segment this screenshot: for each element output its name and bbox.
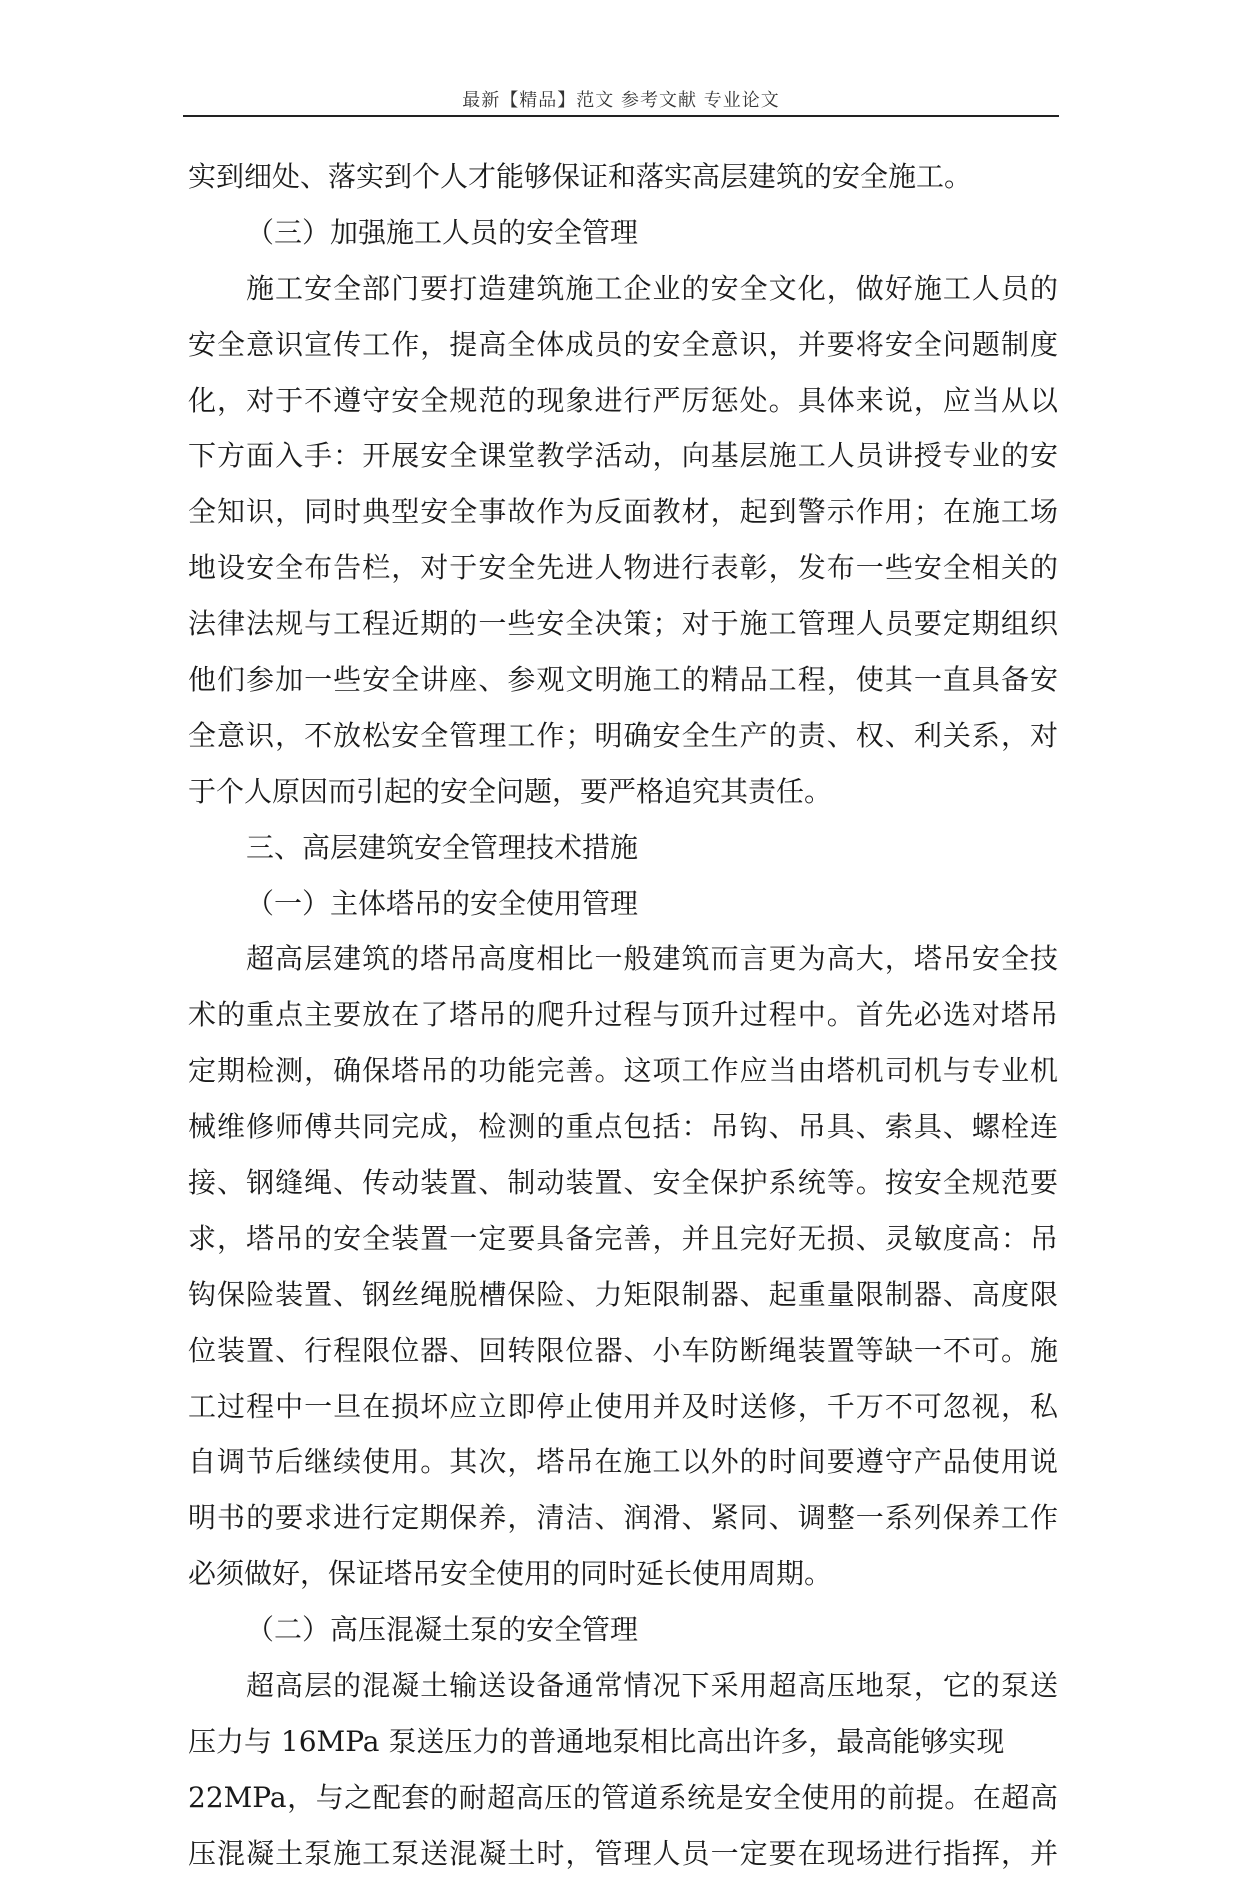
text-line: 术的重点主要放在了塔吊的爬升过程与顶升过程中。首先必选对塔吊 — [188, 998, 1058, 1032]
text-line: 化，对于不遵守安全规范的现象进行严厉惩处。具体来说，应当从以 — [188, 383, 1058, 417]
header-divider — [183, 115, 1059, 117]
text-line: 位装置、行程限位器、回转限位器、小车防断绳装置等缺一不可。施 — [188, 1333, 1058, 1367]
section-heading: 三、高层建筑安全管理技术措施 — [246, 830, 639, 864]
text-line: 超高层的混凝土输送设备通常情况下采用超高压地泵，它的泵送 — [246, 1669, 1058, 1703]
page-header: 最新【精品】范文 参考文献 专业论文 — [462, 90, 780, 111]
text-line: 工过程中一旦在损坏应立即停止使用并及时送修，千万不可忽视，私 — [188, 1389, 1058, 1423]
text-line: 22MPa，与之配套的耐超高压的管道系统是安全使用的前提。在超高 — [188, 1780, 1058, 1814]
text-line: 压力与 16MPa 泵送压力的普通地泵相比高出许多，最高能够实现 — [188, 1724, 1005, 1758]
text-line: 下方面入手：开展安全课堂教学活动，向基层施工人员讲授专业的安 — [188, 439, 1058, 473]
section-heading: （三）加强施工人员的安全管理 — [246, 215, 639, 249]
text-line: 超高层建筑的塔吊高度相比一般建筑而言更为高大，塔吊安全技 — [246, 942, 1058, 976]
text-line: 必须做好，保证塔吊安全使用的同时延长使用周期。 — [188, 1557, 833, 1591]
text-line: 安全意识宣传工作，提高全体成员的安全意识，并要将安全问题制度 — [188, 327, 1058, 361]
text-line: 接、钢缝绳、传动装置、制动装置、安全保护系统等。按安全规范要 — [188, 1166, 1058, 1200]
document-body — [188, 149, 1058, 1882]
text-line: 械维修师傅共同完成，检测的重点包括：吊钩、吊具、索具、螺栓连 — [188, 1110, 1058, 1144]
text-line: 钩保险装置、钢丝绳脱槽保险、力矩限制器、起重量限制器、高度限 — [188, 1277, 1058, 1311]
section-heading: （一）主体塔吊的安全使用管理 — [246, 886, 639, 920]
text-line: 法律法规与工程近期的一些安全决策；对于施工管理人员要定期组织 — [188, 607, 1058, 641]
text-line: 实到细处、落实到个人才能够保证和落实高层建筑的安全施工。 — [188, 160, 973, 193]
text-line: 自调节后继续使用。其次，塔吊在施工以外的时间要遵守产品使用说 — [188, 1445, 1058, 1479]
text-line: 地设安全布告栏，对于安全先进人物进行表彰，发布一些安全相关的 — [188, 551, 1058, 585]
text-line: 压混凝土泵施工泵送混凝土时，管理人员一定要在现场进行指挥，并 — [188, 1836, 1058, 1870]
text-line: 明书的要求进行定期保养，清洁、润滑、紧同、调整一系列保养工作 — [188, 1501, 1058, 1535]
text-line: 施工安全部门要打造建筑施工企业的安全文化，做好施工人员的 — [246, 271, 1058, 305]
text-line: 求，塔吊的安全装置一定要具备完善，并且完好无损、灵敏度高：吊 — [188, 1221, 1058, 1255]
text-line: 全意识，不放松安全管理工作；明确安全生产的责、权、利关系，对 — [188, 718, 1058, 752]
text-line: 于个人原因而引起的安全问题，要严格追究其责任。 — [188, 774, 833, 808]
section-heading: （二）高压混凝土泵的安全管理 — [246, 1613, 639, 1647]
text-line: 全知识，同时典型安全事故作为反面教材，起到警示作用；在施工场 — [188, 495, 1058, 529]
text-line: 定期检测，确保塔吊的功能完善。这项工作应当由塔机司机与专业机 — [188, 1054, 1058, 1088]
text-line: 他们参加一些安全讲座、参观文明施工的精品工程，使其一直具备安 — [188, 663, 1058, 697]
